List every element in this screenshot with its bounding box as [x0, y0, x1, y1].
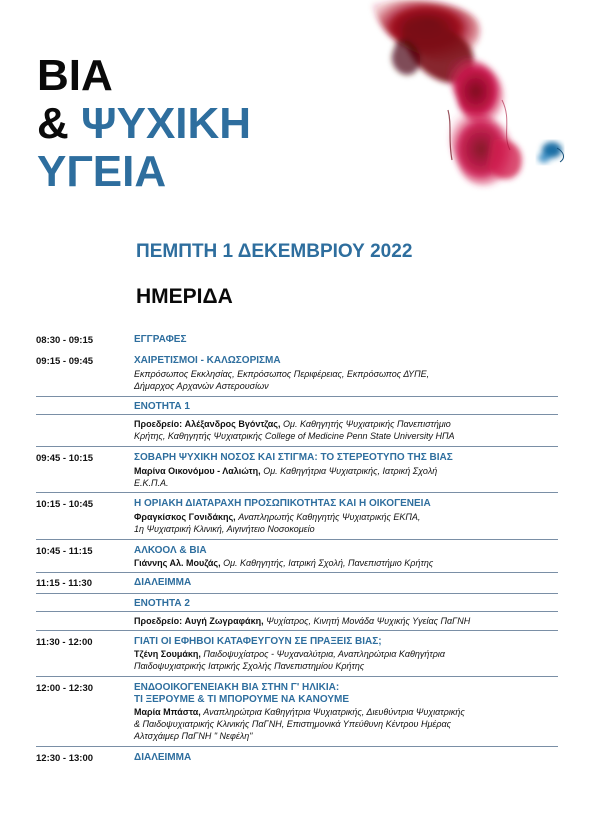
speaker-role: Παιδοψυχίατρος - Ψυχαναλύτρια, Αναπληρώτρια Καθηγήτρια — [203, 649, 445, 659]
chair-label: Προεδρείο: — [134, 616, 183, 626]
speaker-name: Τζένη Σουμάκη, — [134, 649, 201, 659]
event-date: ΠΕΜΠΤΗ 1 ΔΕΚΕΜΒΡΙΟΥ 2022 — [136, 241, 413, 262]
divider — [36, 572, 558, 573]
speaker-role-cont: Παιδοψυχιατρικής Ιατρικής Σχολής Πανεπιστημίου Κρήτης — [134, 661, 365, 671]
divider — [36, 630, 558, 631]
session-speakers: Εκπρόσωπος Εκκλησίας, Εκπρόσωπος Περιφέρειας, Εκπρόσωπος ΔΥΠΕ, — [134, 369, 430, 379]
session-details — [134, 648, 554, 672]
unit-title: ΕΝΟΤΗΤΑ 2 — [134, 598, 190, 609]
chair-name: Αλέξανδρος Βγόντζας, — [184, 419, 281, 429]
session-title: Η ΟΡΙΑΚΗ ΔΙΑΤΑΡΑΧΗ ΠΡΟΣΩΠΙΚΟΤΗΤΑΣ ΚΑΙ Η ΟΙΚΟΓΕΝΕΙΑ — [134, 498, 431, 509]
session-time: 09:15 - 09:45 — [36, 356, 94, 367]
session-time: 08:30 - 09:15 — [36, 335, 94, 346]
session-title-line-2: ΤΙ ΞΕΡΟΥΜΕ & ΤΙ ΜΠΟΡΟΥΜΕ ΝΑ ΚΑΝΟΥΜΕ — [134, 694, 350, 705]
event-type: ΗΜΕΡΙΔΑ — [136, 285, 233, 308]
title-line-1: ΒΙΑ — [37, 51, 113, 100]
speaker-name: Φραγκίσκος Γονιδάκης, — [134, 512, 236, 522]
session-title: ΧΑΙΡΕΤΙΣΜΟΙ - ΚΑΛΩΣΟΡΙΣΜΑ — [134, 355, 281, 366]
unit-chair — [134, 615, 554, 627]
speaker-role-cont: & Παιδοψυχιατρικής Κλινικής ΠαΓΝΗ, Επιστημονικά Υπεύθυνη Κέντρου Ημέρας — [134, 719, 452, 729]
unit-chair — [134, 418, 554, 442]
session-title: ΔΙΑΛΕΙΜΜΑ — [134, 577, 192, 588]
divider — [36, 676, 558, 677]
chair-role: Ψυχίατρος, Κινητή Μονάδα Ψυχικής Υγείας ΠαΓΝΗ — [266, 616, 471, 626]
speaker-role: Αναπληρώτρια Καθηγήτρια Ψυχιατρικής, Διευθύντρια Ψυχιατρικής — [203, 707, 465, 717]
divider — [36, 539, 558, 540]
session-title: ΕΓΓΡΑΦΕΣ — [134, 334, 187, 345]
session-time: 09:45 - 10:15 — [36, 453, 94, 464]
chair-name: Αυγή Ζωγραφάκη, — [184, 616, 264, 626]
divider — [36, 414, 558, 415]
session-title: ΣΟΒΑΡΗ ΨΥΧΙΚΗ ΝΟΣΟΣ ΚΑΙ ΣΤΙΓΜΑ: ΤΟ ΣΤΕΡΕΟΤΥΠΟ ΤΗΣ ΒΙΑΣ — [134, 452, 453, 463]
divider — [36, 396, 558, 397]
speaker-role: Ομ. Καθηγητής, Ιατρική Σχολή, Πανεπιστήμιο Κρήτης — [223, 558, 434, 568]
session-title: ΑΛΚΟΟΛ & ΒΙΑ — [134, 545, 207, 556]
session-title-line-1: ΕΝΔΟΟΙΚΟΓΕΝΕΙΑΚΗ ΒΙΑ ΣΤΗΝ Γ' ΗΛΙΚΙΑ: — [134, 682, 340, 693]
divider — [36, 746, 558, 747]
title-ampersand: & — [37, 99, 69, 148]
session-time: 11:30 - 12:00 — [36, 637, 93, 648]
chair-label: Προεδρείο: — [134, 419, 183, 429]
session-details — [134, 511, 554, 535]
speaker-role-cont-2: Αλτσχάιμερ ΠαΓΝΗ " Νεφέλη" — [134, 731, 253, 741]
divider — [36, 611, 558, 612]
session-time: 12:30 - 13:00 — [36, 753, 94, 764]
chair-role-cont: Κρήτης, Καθηγητής Ψυχιατρικής College of Medicine Penn State University ΗΠΑ — [134, 431, 455, 441]
speaker-role: Αναπληρωτής Καθηγητής Ψυχιατρικής ΕΚΠΑ, — [238, 512, 421, 522]
session-speakers-cont: Δήμαρχος Αρχανών Αστερουσίων — [134, 381, 269, 391]
speaker-role-cont: 1η Ψυχιατρική Κλινική, Αιγινήτειο Νοσοκομείο — [134, 524, 315, 534]
speaker-name: Γιάννης Αλ. Μουζάς, — [134, 558, 221, 568]
title-line-3: ΥΓΕΙΑ — [37, 147, 167, 196]
divider — [36, 593, 558, 594]
divider — [36, 446, 558, 447]
session-details — [134, 465, 554, 489]
divider — [36, 492, 558, 493]
session-title: ΓΙΑΤΙ ΟΙ ΕΦΗΒΟΙ ΚΑΤΑΦΕΥΓΟΥΝ ΣΕ ΠΡΑΞΕΙΣ ΒΙΑΣ; — [134, 636, 382, 647]
unit-title: ΕΝΟΤΗΤΑ 1 — [134, 401, 190, 412]
session-time: 11:15 - 11:30 — [36, 578, 92, 589]
session-time: 12:00 - 12:30 — [36, 683, 94, 694]
chair-role: Ομ. Καθηγητής Ψυχιατρικής Πανεπιστήμιο — [283, 419, 451, 429]
session-details — [134, 368, 554, 392]
session-title — [134, 682, 349, 706]
speaker-role: Ομ. Καθηγήτρια Ψυχιατρικής, Ιατρική Σχολή — [263, 466, 438, 476]
session-details — [134, 557, 554, 569]
session-details — [134, 706, 554, 742]
session-time: 10:45 - 11:15 — [36, 546, 93, 557]
session-time: 10:15 - 10:45 — [36, 499, 94, 510]
session-title: ΔΙΑΛΕΙΜΜΑ — [134, 752, 192, 763]
speaker-role-cont: Ε.Κ.Π.Α. — [134, 478, 169, 488]
speaker-name: Μαρία Μπάστα, — [134, 707, 201, 717]
title-line-2: ΨΥΧΙΚΗ — [81, 99, 252, 148]
speaker-name: Μαρίνα Οικονόμου - Λαλιώτη, — [134, 466, 261, 476]
